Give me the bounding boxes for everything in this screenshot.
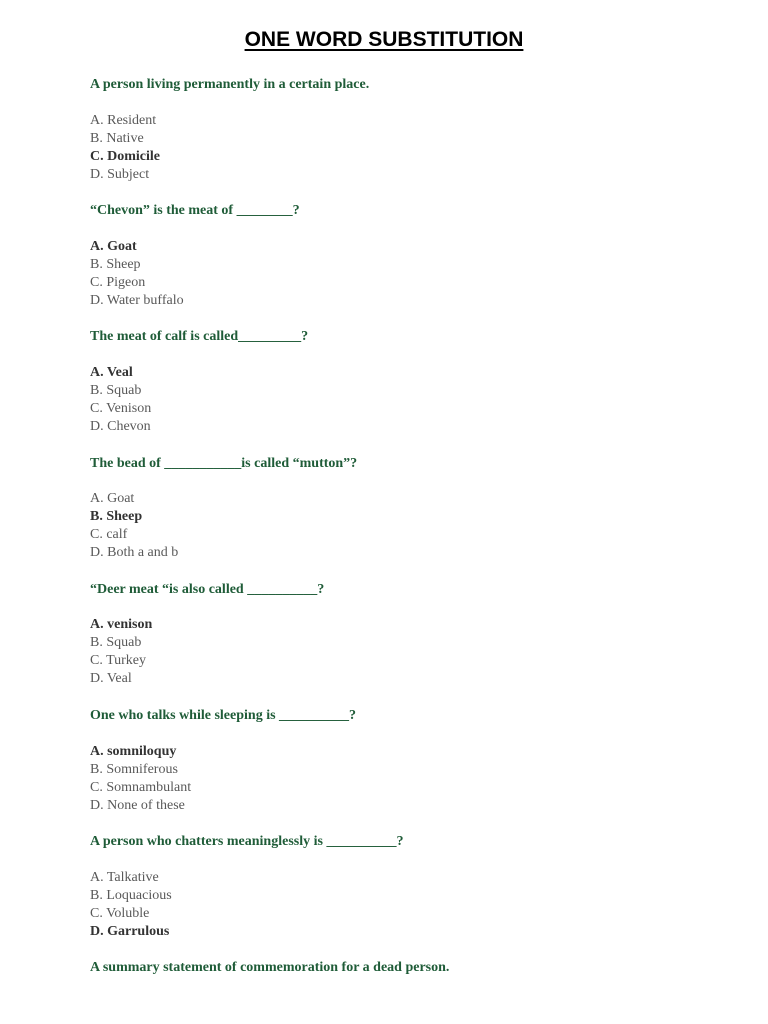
answer-option: C. Pigeon	[90, 274, 146, 290]
answer-option: D. Chevon	[90, 418, 151, 434]
question-block	[90, 455, 730, 563]
answer-option-correct: A. somniloquy	[90, 743, 177, 759]
answer-option: A. Goat	[90, 491, 135, 507]
question-list	[90, 76, 730, 996]
answer-option: C. calf	[90, 527, 128, 543]
answer-option: D. Water buffalo	[90, 292, 184, 308]
question-text: The meat of calf is called_________?	[90, 329, 309, 345]
answer-option: B. Native	[90, 130, 144, 146]
answer-option: B. Loquacious	[90, 887, 172, 903]
question-text: A person who chatters meaninglessly is __________?	[90, 834, 404, 850]
question-block	[90, 328, 730, 436]
answer-option: B. Squab	[90, 635, 142, 651]
answer-option: B. Somniferous	[90, 761, 178, 777]
question-text: “Deer meat “is also called __________?	[90, 581, 325, 597]
answer-option-correct: B. Sheep	[90, 509, 143, 525]
answer-option: B. Squab	[90, 382, 142, 398]
question-block	[90, 959, 730, 977]
answer-option: C. Venison	[90, 400, 152, 416]
question-block	[90, 581, 730, 689]
answer-option: A. Talkative	[90, 869, 159, 885]
question-text: “Chevon” is the meat of ________?	[90, 203, 300, 219]
question-text: One who talks while sleeping is __________?	[90, 707, 357, 723]
question-block	[90, 833, 730, 941]
answer-option-correct: C. Domicile	[90, 148, 160, 164]
question-text: The bead of ___________is called “mutton”?	[90, 455, 358, 471]
question-block	[90, 76, 730, 184]
answer-option-correct: A. Veal	[90, 364, 133, 380]
answer-option-correct: A. Goat	[90, 238, 137, 254]
answer-option: D. Veal	[90, 671, 132, 687]
answer-option: C. Voluble	[90, 905, 150, 921]
answer-option: D. None of these	[90, 797, 185, 813]
answer-option: A. Resident	[90, 112, 157, 128]
answer-option: B. Sheep	[90, 256, 141, 272]
answer-option-correct: A. venison	[90, 617, 153, 633]
answer-option-correct: D. Garrulous	[90, 923, 170, 939]
question-block	[90, 202, 730, 310]
page-title-text: ONE WORD SUBSTITUTION	[244, 28, 524, 51]
answer-option: D. Subject	[90, 166, 150, 182]
question-text: A person living permanently in a certain place.	[90, 77, 370, 92]
answer-option: C. Turkey	[90, 653, 147, 669]
page-title	[0, 28, 768, 52]
answer-option: D. Both a and b	[90, 545, 179, 561]
answer-option: C. Somnambulant	[90, 779, 192, 795]
question-text: A summary statement of commemoration for a dead person.	[90, 960, 450, 976]
question-block	[90, 707, 730, 815]
